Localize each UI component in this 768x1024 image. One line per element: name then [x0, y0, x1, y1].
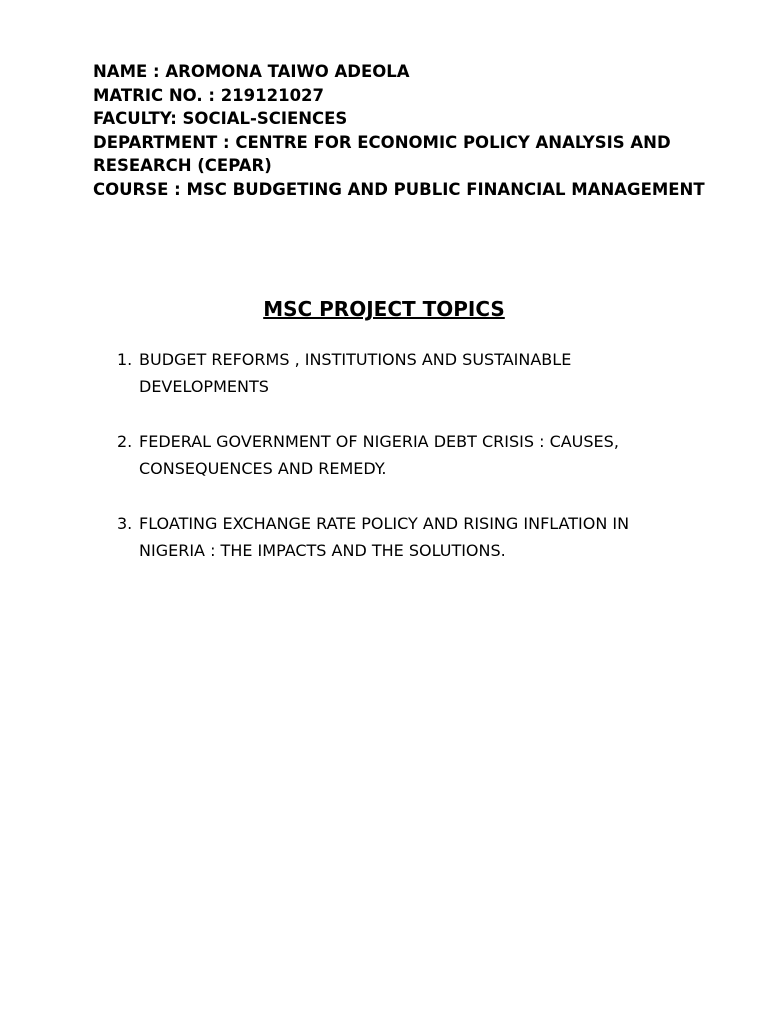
student-info-block [93, 60, 733, 202]
topic-number: 3. [117, 514, 133, 533]
topic-text: BUDGET REFORMS , INSTITUTIONS AND SUSTAINABLE DEVELOPMENTS [139, 350, 572, 396]
topic-text: FLOATING EXCHANGE RATE POLICY AND RISING INFLATION IN NIGERIA : THE IMPACTS AND THE SOLUTIONS. [139, 514, 630, 560]
list-item [117, 510, 697, 564]
topic-text: FEDERAL GOVERNMENT OF NIGERIA DEBT CRISIS : CAUSES, CONSEQUENCES AND REMEDY. [139, 432, 619, 478]
faculty: FACULTY: SOCIAL-SCIENCES [93, 109, 348, 129]
topic-list [117, 346, 697, 592]
topic-number: 1. [117, 350, 133, 369]
topic-number: 2. [117, 432, 133, 451]
list-item [117, 346, 697, 400]
list-item [117, 428, 697, 482]
course: COURSE : MSC BUDGETING AND PUBLIC FINANCIAL MANAGEMENT [93, 179, 705, 199]
page-title: MSC PROJECT TOPICS [263, 297, 505, 321]
matric-number: MATRIC NO. : 219121027 [93, 85, 325, 105]
student-name: NAME : AROMONA TAIWO ADEOLA [93, 62, 410, 81]
department: DEPARTMENT : CENTRE FOR ECONOMIC POLICY ANALYSIS AND RESEARCH (CEPAR) [93, 132, 671, 176]
